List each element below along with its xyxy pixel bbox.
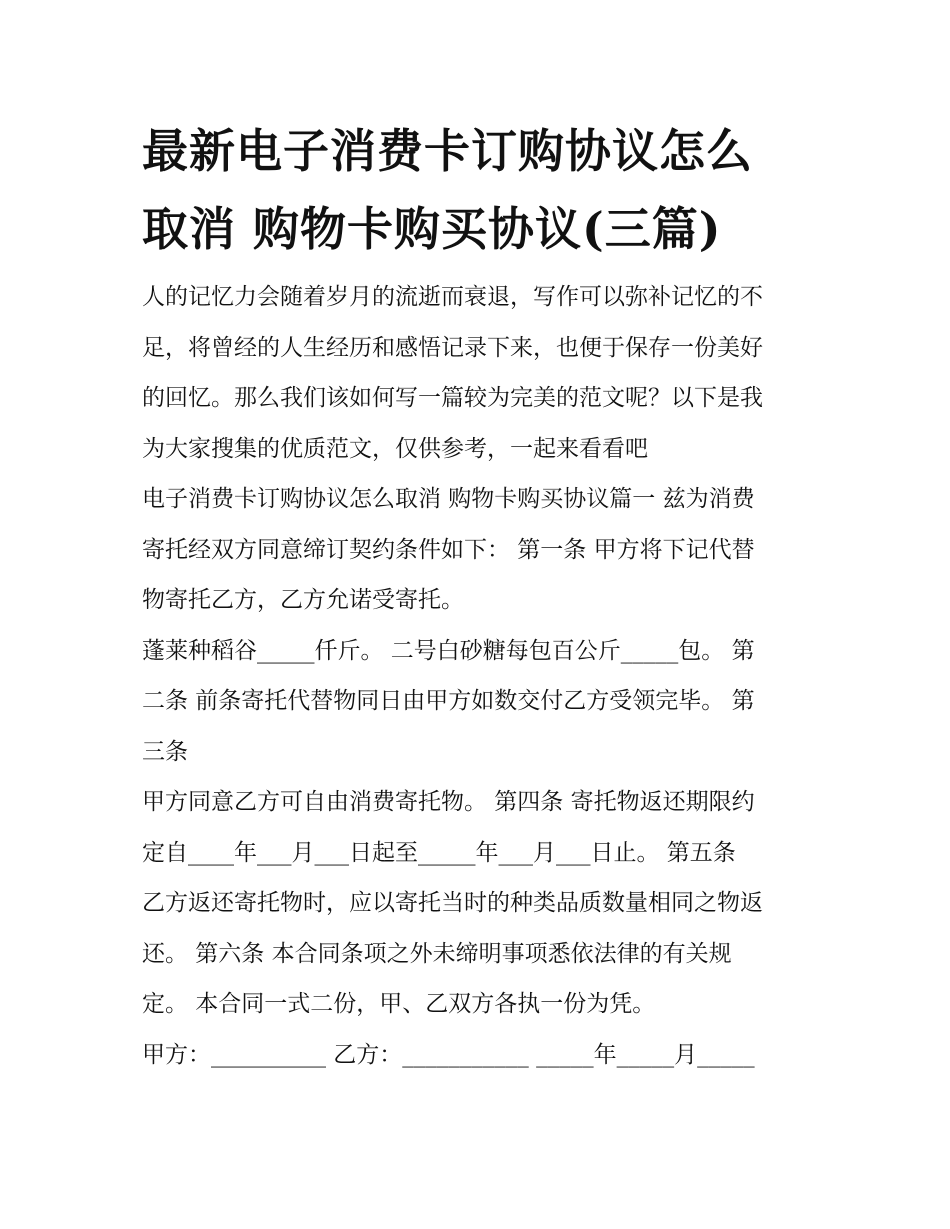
text-line: 蓬莱种稻谷_____仟斤。 二号白砂糖每包百公斤_____包。 第: [142, 637, 755, 664]
text-line: 二条 前条寄托代替物同日由甲方如数交付乙方受领完毕。 第: [142, 688, 755, 714]
text-line: 还。 第六条 本合同条项之外未缔明事项悉依法律的有关规: [142, 940, 732, 967]
text-line: 的回忆。那么我们该如何写一篇较为完美的范文呢？以下是我: [142, 385, 763, 411]
text-line: 三条: [142, 738, 188, 765]
text-line: 物寄托乙方，乙方允诺受寄托。: [142, 587, 464, 613]
text-line: 电子消费卡订购协议怎么取消 购物卡购买协议篇一 兹为消费: [142, 486, 755, 512]
signature-line: [142, 1030, 822, 1081]
title-line: 取消 购物卡购买协议(三篇): [142, 202, 722, 256]
text-line: 甲方同意乙方可自由消费寄托物。 第四条 寄托物返还期限约: [142, 789, 755, 815]
text-line: 甲方：__________ 乙方：___________ _____年_____月_____: [142, 1041, 755, 1068]
document-title: [142, 112, 822, 268]
text-line: 定自____年___月___日起至_____年___月___日止。 第五条: [142, 839, 736, 866]
title-line: 最新电子消费卡订购协议怎么: [142, 124, 753, 178]
text-line: 乙方返还寄托物时，应以寄托当时的种类品质数量相同之物返: [142, 890, 763, 916]
text-line: 足，将曾经的人生经历和感悟记录下来，也便于保存一份美好: [142, 334, 763, 361]
text-line: 人的记忆力会随着岁月的流逝而衰退，写作可以弥补记忆的不: [142, 284, 763, 310]
terms-paragraph: [142, 777, 822, 1030]
agreement-heading-paragraph: [142, 474, 822, 626]
text-line: 定。 本合同一式二份，甲、乙双方各执一份为凭。: [142, 991, 656, 1017]
intro-paragraph: [142, 272, 822, 474]
text-line: 寄托经双方同意缔订契约条件如下： 第一条 甲方将下记代替: [142, 536, 755, 563]
document-page: [142, 112, 822, 1080]
goods-paragraph: [142, 626, 822, 778]
text-line: 为大家搜集的优质范文，仅供参考，一起来看看吧: [142, 435, 648, 462]
